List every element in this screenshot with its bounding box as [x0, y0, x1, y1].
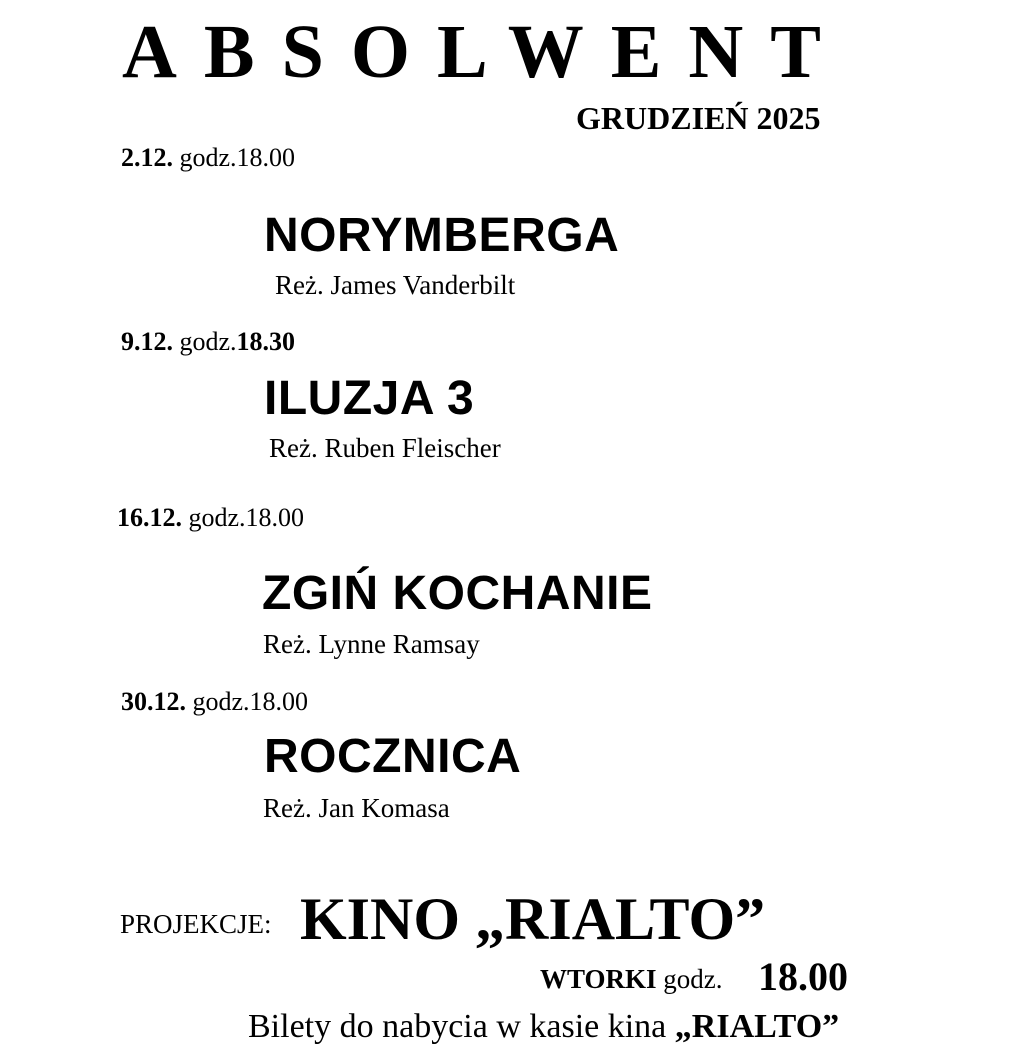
screening-day-time-label: godz. — [663, 964, 723, 994]
projections-label: PROJEKCJE: — [120, 909, 272, 939]
screening-time-label: godz. — [192, 687, 250, 716]
screening-time: 18.00 — [249, 687, 309, 716]
screening-day — [540, 966, 723, 993]
screening-time: 18.30 — [236, 327, 296, 356]
screening-date: 9.12. — [121, 327, 173, 356]
tickets-note — [248, 1010, 839, 1044]
tickets-note-cinema: „RIALTO” — [674, 1008, 840, 1045]
screening-day-time: 18.00 — [758, 954, 848, 999]
screening-date-line — [121, 329, 295, 355]
screening-day-name: WTORKI — [540, 964, 657, 994]
cinema-name: KINO „RIALTO” — [300, 886, 766, 952]
film-director: Reż. James Vanderbilt — [275, 270, 516, 300]
screening-date-line — [121, 145, 295, 171]
film-title: ZGIŃ KOCHANIE — [262, 567, 653, 620]
screening-date: 30.12. — [121, 687, 186, 716]
tickets-note-text: Bilety do nabycia w kasie kina — [248, 1008, 675, 1045]
screening-time: 18.00 — [245, 503, 305, 532]
film-director: Reż. Jan Komasa — [263, 793, 450, 823]
screening-time-label: godz. — [179, 143, 237, 172]
screening-date-line — [117, 505, 304, 531]
screening-date-line — [121, 689, 308, 715]
screening-time-label: godz. — [179, 327, 237, 356]
month-label: GRUDZIEŃ 2025 — [576, 100, 821, 136]
screening-time-label: godz. — [188, 503, 246, 532]
film-title: NORYMBERGA — [264, 209, 620, 262]
film-director: Reż. Ruben Fleischer — [269, 433, 501, 463]
film-title: ILUZJA 3 — [264, 372, 475, 425]
screening-date: 16.12. — [117, 503, 182, 532]
page-title: ABSOLWENT — [122, 10, 848, 94]
screening-date: 2.12. — [121, 143, 173, 172]
film-director: Reż. Lynne Ramsay — [263, 629, 480, 659]
screening-time: 18.00 — [236, 143, 296, 172]
film-title: ROCZNICA — [264, 730, 522, 783]
